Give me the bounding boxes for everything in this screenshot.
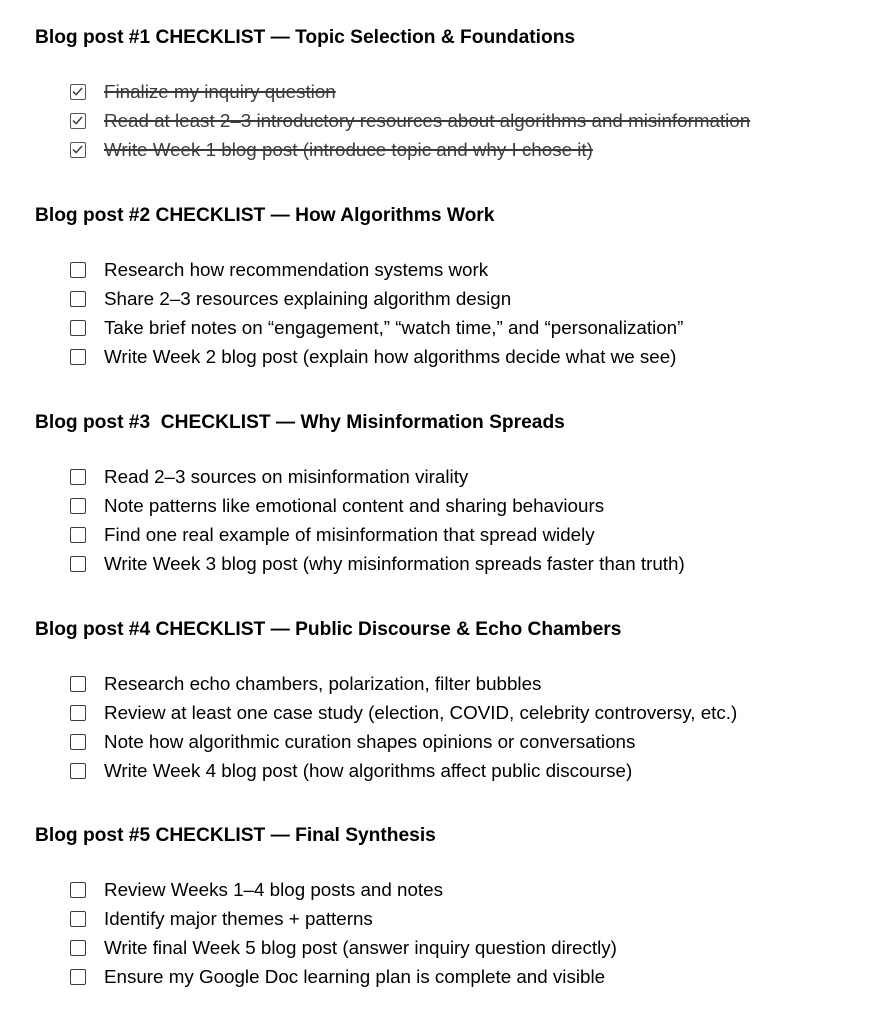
checklist-item-label[interactable]: Write Week 1 blog post (introduce topic and why I chose it) — [104, 138, 593, 160]
checkbox[interactable] — [70, 349, 86, 365]
checkbox[interactable] — [70, 469, 86, 485]
checklist-item — [70, 255, 870, 284]
checklist-item-label[interactable]: Write Week 4 blog post (how algorithms affect public discourse) — [104, 759, 633, 781]
checklist-item-label[interactable]: Read at least 2–3 introductory resources about algorithms and misinformation — [104, 109, 751, 131]
checkbox[interactable] — [70, 498, 86, 514]
checklist-item — [70, 520, 870, 549]
checkbox[interactable] — [70, 262, 86, 278]
checkbox-checked[interactable] — [70, 142, 86, 158]
checklist-item-label[interactable]: Write final Week 5 blog post (answer inquiry question directly) — [104, 936, 617, 958]
checklist-item — [70, 904, 870, 933]
checkbox[interactable] — [70, 676, 86, 692]
checklist-item — [70, 875, 870, 904]
checklist-item-label[interactable]: Find one real example of misinformation that spread widely — [104, 523, 595, 545]
checklist-item-label[interactable]: Take brief notes on “engagement,” “watch time,” and “personalization” — [104, 316, 684, 338]
checklist-item-label[interactable]: Research echo chambers, polarization, filter bubbles — [104, 672, 542, 694]
checklist-item — [70, 135, 870, 164]
checklist-item-label[interactable]: Write Week 3 blog post (why misinformation spreads faster than truth) — [104, 552, 685, 574]
checklist-item-label[interactable]: Share 2–3 resources explaining algorithm design — [104, 287, 512, 309]
checklist-item — [70, 549, 870, 578]
checklist — [70, 255, 870, 371]
checklist-item-label[interactable]: Note patterns like emotional content and sharing behaviours — [104, 494, 605, 516]
checklist-item — [70, 462, 870, 491]
checklist-item-label[interactable]: Write Week 2 blog post (explain how algorithms decide what we see) — [104, 345, 677, 367]
checklist-item-label[interactable]: Finalize my inquiry question — [104, 80, 336, 102]
checklist-item — [70, 491, 870, 520]
checklist — [70, 875, 870, 991]
checkbox[interactable] — [70, 763, 86, 779]
checklist-item — [70, 284, 870, 313]
checklist-item — [70, 77, 870, 106]
checklist — [70, 669, 870, 785]
checklist-item — [70, 342, 870, 371]
checklist-item-label[interactable]: Ensure my Google Doc learning plan is complete and visible — [104, 965, 606, 987]
checklist-section-5 — [35, 824, 865, 987]
checklist-item — [70, 106, 870, 135]
checklist-item — [70, 698, 870, 727]
checkbox[interactable] — [70, 705, 86, 721]
section-heading: Blog post #1 CHECKLIST — Topic Selection & Foundations — [35, 27, 576, 48]
checklist-item-label[interactable]: Review at least one case study (election, COVID, celebrity controversy, etc.) — [104, 701, 738, 723]
checklist-item — [70, 313, 870, 342]
checklist-section-4 — [35, 618, 865, 781]
section-heading: Blog post #3 CHECKLIST — Why Misinformation Spreads — [35, 412, 565, 433]
checkbox[interactable] — [70, 556, 86, 572]
section-heading: Blog post #4 CHECKLIST — Public Discourse & Echo Chambers — [35, 619, 622, 640]
checklist — [70, 462, 870, 578]
checklist-item — [70, 933, 870, 962]
checklist-section-3 — [35, 411, 865, 574]
checkbox[interactable] — [70, 940, 86, 956]
checklist-item-label[interactable]: Note how algorithmic curation shapes opinions or conversations — [104, 730, 636, 752]
checkbox[interactable] — [70, 911, 86, 927]
checkbox[interactable] — [70, 969, 86, 985]
checklist-item-label[interactable]: Read 2–3 sources on misinformation virality — [104, 465, 469, 487]
section-heading: Blog post #5 CHECKLIST — Final Synthesis — [35, 825, 436, 846]
checklist-item — [70, 756, 870, 785]
checklist-item — [70, 727, 870, 756]
checklist — [70, 77, 870, 164]
checklist-item — [70, 962, 870, 991]
checklist-item-label[interactable]: Review Weeks 1–4 blog posts and notes — [104, 878, 443, 900]
checklist-section-1 — [35, 26, 865, 160]
checkbox-checked[interactable] — [70, 113, 86, 129]
checkbox[interactable] — [70, 527, 86, 543]
checkbox-checked[interactable] — [70, 84, 86, 100]
checkbox[interactable] — [70, 320, 86, 336]
checkbox[interactable] — [70, 291, 86, 307]
checkbox[interactable] — [70, 882, 86, 898]
checklist-item — [70, 669, 870, 698]
checklist-item-label[interactable]: Identify major themes + patterns — [104, 907, 373, 929]
checklist-section-2 — [35, 204, 865, 367]
checklist-item-label[interactable]: Research how recommendation systems work — [104, 258, 489, 280]
checkbox[interactable] — [70, 734, 86, 750]
section-heading: Blog post #2 CHECKLIST — How Algorithms Work — [35, 205, 495, 226]
